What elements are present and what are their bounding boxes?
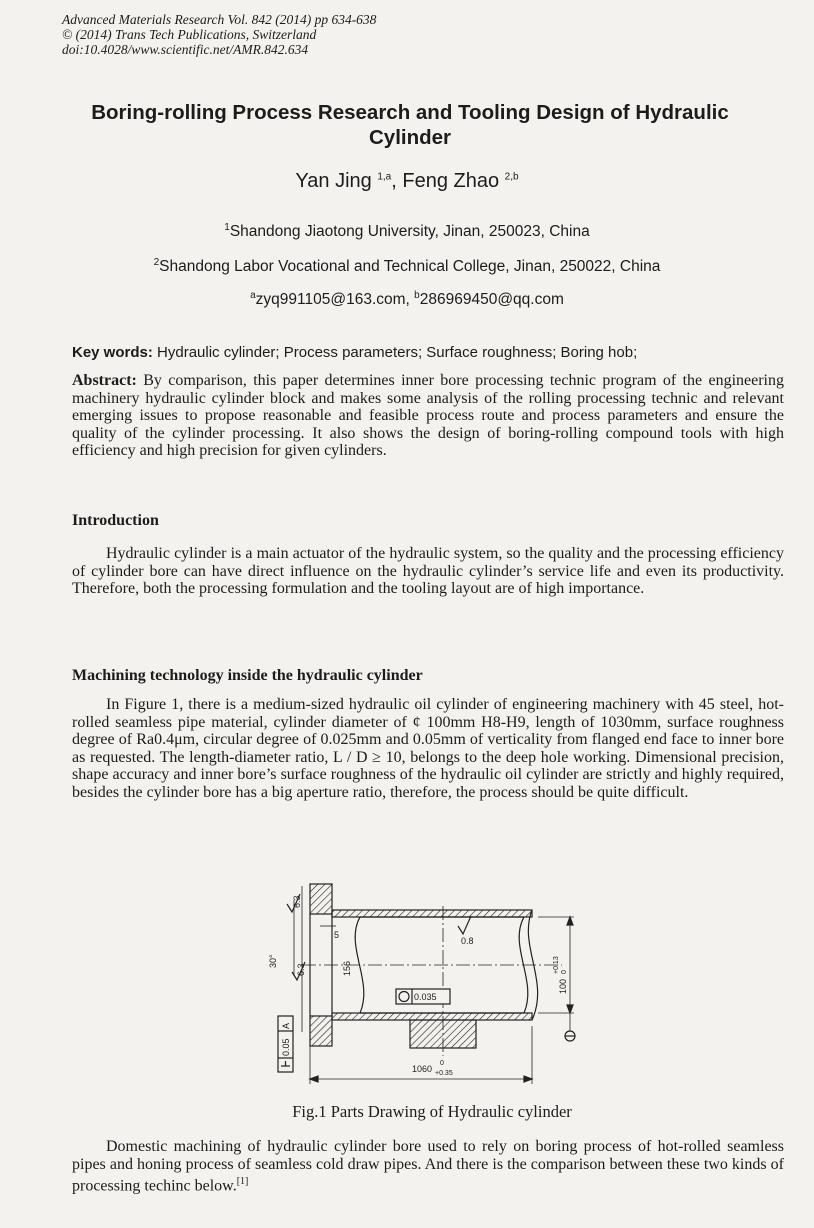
roughness-label: 6.3 bbox=[296, 963, 306, 976]
abstract-text: By comparison, this paper determines inner bore processing technic program of the engineering machinery hydraulic cylinder block and makes some analysis of the rolling processing technic and relevant emerging issues to propose reasonable and feasible process route and process parameters and ensure the quality of the cylinder processing. It also shows the design of boring-rolling compound tools with high efficiency and high precision for given cylinders. bbox=[72, 372, 784, 459]
circularity-value: 0.035 bbox=[414, 992, 437, 1002]
doi-line: doi:10.4028/www.scientific.net/AMR.842.634 bbox=[62, 42, 309, 57]
author-1: Yan Jing bbox=[295, 170, 372, 192]
cylinder-wall-top bbox=[332, 910, 532, 917]
diameter-lower-tol: 0 bbox=[561, 970, 568, 974]
keywords-text: Hydraulic cylinder; Process parameters; Surface roughness; Boring hob; bbox=[152, 344, 638, 361]
dim-156-label: 156 bbox=[342, 960, 352, 976]
author-1-affil: 1,a bbox=[377, 171, 392, 183]
length-dim: 1060 bbox=[412, 1064, 433, 1074]
keywords-label: Key words: bbox=[72, 344, 153, 361]
datum-label: A bbox=[281, 1022, 291, 1029]
introduction-text: Hydraulic cylinder is a main actuator of the hydraulic system, so the quality and the processing efficiency of cylinder bore can have direct influence on the hydraulic cylinder’s service life and even its productivity. Therefore, both the processing formulation and the tooling layout are of high importance. bbox=[72, 545, 784, 597]
length-lower-tol: +0.35 bbox=[435, 1070, 453, 1077]
introduction-heading: Introduction bbox=[72, 512, 159, 529]
roughness-08-label: 0.8 bbox=[461, 936, 474, 946]
roughness-label: 6.3 bbox=[292, 895, 302, 908]
email-line: $^a$zyq991105@163.com, $^b$286969450@qq.com bbox=[250, 290, 564, 309]
diameter-dim: 100 bbox=[558, 978, 568, 994]
affiliation-1: $^1$Shandong Jiaotong University, Jinan, 250023, China bbox=[224, 222, 590, 241]
diameter-upper-tol: +0.13 bbox=[553, 956, 560, 974]
perpendicularity-value: 0.05 bbox=[281, 1038, 291, 1056]
machining-heading: Machining technology inside the hydraulic cylinder bbox=[72, 667, 423, 684]
author-2: Feng Zhao bbox=[402, 170, 500, 192]
affiliation-2: $^2$Shandong Labor Vocational and Technical College, Jinan, 250022, China bbox=[153, 257, 661, 276]
length-upper-tol: 0 bbox=[440, 1060, 444, 1067]
dim-5-label: 5 bbox=[334, 930, 340, 940]
paper-title: Boring-rolling Process Research and Tooling Design of Hydraulic Cylinder bbox=[91, 101, 729, 149]
domestic-text: Domestic machining of hydraulic cylinder bore used to rely on boring process of hot-rolled seamless pipes and honing process of seamless cold draw pipes. And there is the comparison between these two kinds of processing techinc below.[1] bbox=[72, 1138, 784, 1195]
roughness-symbol bbox=[458, 916, 471, 934]
keywords bbox=[72, 344, 772, 361]
abstract bbox=[72, 372, 784, 460]
hydraulic-cylinder-drawing bbox=[262, 876, 592, 1101]
machining-text: In Figure 1, there is a medium-sized hydraulic oil cylinder of engineering machinery with 45 steel, hot-rolled seamless pipe material, cylinder diameter of ¢ 100mm H8-H9, length of 1030mm, surface roughness degree of Ra0.4μm, circular degree of 0.025mm and 0.05mm of verticality from flanged end face to inner bore as requested. The length-diameter ratio, L / D ≥ 10, belongs to the deep hole working. Dimensional precision, shape accuracy and inner bore’s surface roughness of the hydraulic oil cylinder are strictly and highly required, besides the cylinder bore has a big aperture ratio, therefore, the process should be quite difficult. bbox=[72, 696, 784, 801]
flange-top-section bbox=[310, 884, 332, 914]
angle-label: 30° bbox=[268, 954, 278, 968]
author-line: Yan Jing $^{1,a}$, Feng Zhao $^{2,b}$ bbox=[295, 170, 519, 192]
flange-bottom-section bbox=[310, 1016, 332, 1046]
figure-caption: Fig.1 Parts Drawing of Hydraulic cylinder bbox=[292, 1102, 572, 1121]
journal-citation: Advanced Materials Research Vol. 842 (2014) pp 634-638 bbox=[62, 12, 377, 27]
reference-1: [1] bbox=[236, 1176, 249, 1187]
abstract-label: Abstract: bbox=[72, 372, 137, 389]
journal-header bbox=[62, 12, 376, 57]
email-b: 286969450@qq.com bbox=[419, 291, 564, 309]
copyright-line: © (2014) Trans Tech Publications, Switzerland bbox=[62, 27, 317, 42]
cylinder-wall-bottom bbox=[332, 1013, 532, 1020]
author-2-affil: 2,b bbox=[504, 171, 519, 183]
email-a: zyq991105@163.com, bbox=[255, 291, 415, 309]
